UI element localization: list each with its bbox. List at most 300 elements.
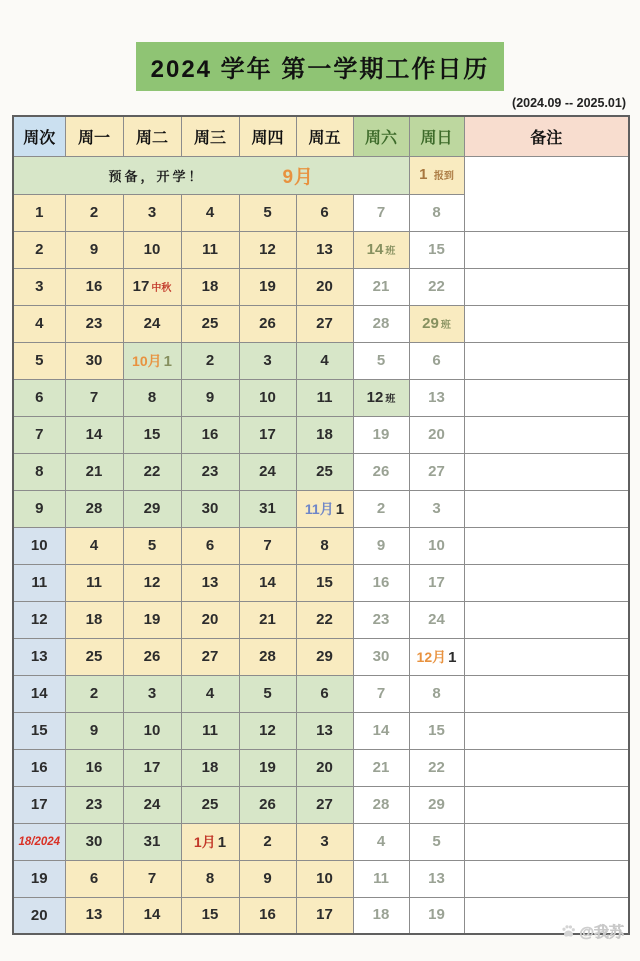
day-number: 28 xyxy=(372,314,390,332)
notes-cell xyxy=(464,527,629,564)
day-number: 31 xyxy=(143,832,161,850)
week-row-13 xyxy=(13,638,629,675)
day-cell xyxy=(353,268,409,305)
day-number: 11 xyxy=(373,869,389,887)
day-number: 30 xyxy=(85,832,103,850)
day-number: 8 xyxy=(432,203,441,221)
header-cell-5: 周四 xyxy=(239,116,296,156)
day-cell xyxy=(353,860,409,897)
day-number: 23 xyxy=(85,795,103,813)
day-cell xyxy=(181,786,239,823)
day-cell xyxy=(409,564,464,601)
day-number: 2 xyxy=(89,203,99,221)
day-number: 3 xyxy=(147,684,157,702)
day-number: 25 xyxy=(85,647,103,665)
week-number-cell: 15 xyxy=(13,712,65,749)
day-number: 12 xyxy=(259,721,276,739)
week-row-7 xyxy=(13,416,629,453)
day-number: 12 xyxy=(143,573,161,591)
week-number-cell: 16 xyxy=(13,749,65,786)
day-number: 20 xyxy=(201,610,219,628)
day-number: 10 xyxy=(143,240,161,258)
day-number: 12 xyxy=(259,240,276,258)
day-number: 22 xyxy=(316,610,333,628)
week-number-cell: 1 xyxy=(13,194,65,231)
day-number: 19 xyxy=(143,610,161,628)
day-number: 4 xyxy=(376,832,386,850)
day-number: 13 xyxy=(85,906,103,924)
day-cell xyxy=(409,527,464,564)
notes-cell xyxy=(464,416,629,453)
day-number: 19 xyxy=(259,758,276,776)
day-number: 29 xyxy=(143,499,161,517)
week-row-12 xyxy=(13,601,629,638)
day-number: 1 xyxy=(163,352,172,370)
week-number-cell: 9 xyxy=(13,490,65,527)
day-number: 13 xyxy=(316,240,333,258)
day-cell xyxy=(239,860,296,897)
day-cell xyxy=(239,527,296,564)
day-number: 13 xyxy=(428,388,445,406)
day-number: 16 xyxy=(201,425,219,443)
week-number-cell: 14 xyxy=(13,675,65,712)
day-cell xyxy=(239,749,296,786)
day-cell xyxy=(181,601,239,638)
week-row-4 xyxy=(13,305,629,342)
day-number: 9 xyxy=(376,536,386,554)
day-number: 17 xyxy=(316,906,333,924)
day-number: 14 xyxy=(143,906,161,924)
day-number: 22 xyxy=(143,462,161,480)
day-cell xyxy=(181,453,239,490)
day-number: 15 xyxy=(428,240,445,258)
notes-cell xyxy=(464,675,629,712)
day-cell xyxy=(65,231,123,268)
notes-cell xyxy=(464,712,629,749)
notes-cell xyxy=(464,860,629,897)
day-cell xyxy=(181,342,239,379)
day-cell xyxy=(239,194,296,231)
week-number-cell: 2 xyxy=(13,231,65,268)
notes-cell xyxy=(464,823,629,860)
day-number: 14 xyxy=(372,721,390,739)
day-number: 10 xyxy=(143,721,161,739)
day-cell xyxy=(296,379,353,416)
week-row-6 xyxy=(13,379,629,416)
day-cell xyxy=(181,379,239,416)
day-cell xyxy=(123,638,181,675)
day-number: 7 xyxy=(147,869,157,887)
notes-cell xyxy=(464,453,629,490)
day-cell xyxy=(123,712,181,749)
day-cell xyxy=(409,379,464,416)
day-tag: 中秋 xyxy=(151,282,172,294)
week-row-14 xyxy=(13,675,629,712)
day-number: 20 xyxy=(316,277,333,295)
day-number: 24 xyxy=(143,795,161,813)
day-number: 17 xyxy=(143,758,161,776)
day-cell xyxy=(181,416,239,453)
day-cell xyxy=(65,416,123,453)
day-cell xyxy=(296,231,353,268)
day-cell xyxy=(239,305,296,342)
day-cell xyxy=(181,749,239,786)
day-number: 25 xyxy=(316,462,333,480)
day-number: 3 xyxy=(432,499,441,517)
day-cell xyxy=(181,490,239,527)
day-cell xyxy=(181,860,239,897)
day-number: 7 xyxy=(376,203,386,221)
day-number: 28 xyxy=(85,499,103,517)
day-cell xyxy=(65,675,123,712)
day-cell xyxy=(123,194,181,231)
day-number: 15 xyxy=(143,425,161,443)
day-cell xyxy=(239,823,296,860)
day-tag: 班 xyxy=(385,393,396,405)
day-cell xyxy=(353,490,409,527)
day-number: 15 xyxy=(428,721,445,739)
day-number: 26 xyxy=(143,647,161,665)
week-number-cell: 3 xyxy=(13,268,65,305)
day-number: 6 xyxy=(320,203,329,221)
day-number: 11 xyxy=(316,388,333,406)
day-number: 23 xyxy=(372,610,390,628)
day-cell xyxy=(353,564,409,601)
day-cell xyxy=(123,786,181,823)
day-cell xyxy=(239,675,296,712)
day-cell xyxy=(181,231,239,268)
day-cell xyxy=(239,379,296,416)
week-row-9 xyxy=(13,490,629,527)
day-cell xyxy=(181,527,239,564)
day-number: 18 xyxy=(316,425,333,443)
day-cell xyxy=(123,231,181,268)
week-number-cell: 8 xyxy=(13,453,65,490)
day-number: 2 xyxy=(263,832,272,850)
day-cell xyxy=(123,453,181,490)
month-start-label: 1月 xyxy=(193,833,216,850)
day-cell xyxy=(65,749,123,786)
week-row-15 xyxy=(13,712,629,749)
header-cell-9: 备注 xyxy=(464,116,629,156)
day-cell xyxy=(239,342,296,379)
week-number-cell: 17 xyxy=(13,786,65,823)
day-number: 23 xyxy=(85,314,103,332)
day-cell xyxy=(181,564,239,601)
day-number: 27 xyxy=(316,314,333,332)
day-cell xyxy=(353,379,409,416)
day-cell xyxy=(296,823,353,860)
day-cell xyxy=(296,601,353,638)
header-cell-3: 周二 xyxy=(123,116,181,156)
day-cell xyxy=(123,305,181,342)
day-cell xyxy=(409,601,464,638)
day-cell xyxy=(123,416,181,453)
day-number: 4 xyxy=(320,351,329,369)
day-cell xyxy=(296,453,353,490)
day-number: 26 xyxy=(372,462,390,480)
month-start-label: 12月 xyxy=(416,648,447,665)
day-number: 10 xyxy=(259,388,276,406)
day-cell xyxy=(65,601,123,638)
day-number: 6 xyxy=(205,536,215,554)
day-number: 10 xyxy=(316,869,333,887)
day-cell xyxy=(123,379,181,416)
week-number-cell: 6 xyxy=(13,379,65,416)
week-row-8 xyxy=(13,453,629,490)
day-cell xyxy=(181,305,239,342)
day-number: 21 xyxy=(372,758,390,776)
day-number: 3 xyxy=(147,203,157,221)
day-number: 12 xyxy=(366,388,384,406)
day-number: 6 xyxy=(89,869,99,887)
day-cell xyxy=(296,786,353,823)
day-cell xyxy=(239,268,296,305)
week-row-18/2024 xyxy=(13,823,629,860)
day-number: 11 xyxy=(86,573,102,591)
day-cell xyxy=(296,897,353,934)
day-number: 13 xyxy=(316,721,333,739)
week-number-cell: 12 xyxy=(13,601,65,638)
day-cell xyxy=(123,897,181,934)
registration-day: 1 xyxy=(419,166,428,183)
september-banner xyxy=(13,156,409,194)
day-cell xyxy=(123,601,181,638)
header-cell-4: 周三 xyxy=(181,116,239,156)
day-number: 5 xyxy=(376,351,386,369)
day-cell xyxy=(123,527,181,564)
day-cell xyxy=(181,194,239,231)
week-row-20 xyxy=(13,897,629,934)
week-row-2 xyxy=(13,231,629,268)
day-cell xyxy=(65,490,123,527)
day-number: 24 xyxy=(143,314,161,332)
day-cell xyxy=(123,564,181,601)
paw-icon xyxy=(561,924,576,939)
day-cell xyxy=(353,675,409,712)
header-cell-8: 周日 xyxy=(409,116,464,156)
week-row-17 xyxy=(13,786,629,823)
day-number: 20 xyxy=(428,425,445,443)
day-number: 2 xyxy=(89,684,99,702)
day-number: 1 xyxy=(448,648,457,666)
day-cell xyxy=(65,379,123,416)
month-start-label: 11月 xyxy=(304,500,334,517)
day-number: 2 xyxy=(205,351,215,369)
date-range-subtitle: (2024.09 -- 2025.01) xyxy=(512,96,626,110)
week-number-cell: 4 xyxy=(13,305,65,342)
day-number: 7 xyxy=(89,388,99,406)
day-cell xyxy=(65,527,123,564)
day-cell xyxy=(296,490,353,527)
notes-cell xyxy=(464,638,629,675)
watermark xyxy=(561,921,624,942)
week-row-16 xyxy=(13,749,629,786)
day-cell xyxy=(409,638,464,675)
day-cell xyxy=(181,268,239,305)
day-number: 7 xyxy=(263,536,272,554)
day-cell xyxy=(409,823,464,860)
day-cell xyxy=(181,675,239,712)
day-cell xyxy=(296,712,353,749)
day-number: 7 xyxy=(376,684,386,702)
day-cell xyxy=(296,638,353,675)
day-number: 8 xyxy=(147,388,157,406)
day-cell xyxy=(353,601,409,638)
day-number: 24 xyxy=(259,462,276,480)
day-cell xyxy=(123,749,181,786)
day-cell xyxy=(353,194,409,231)
week-number-cell: 5 xyxy=(13,342,65,379)
notes-cell xyxy=(464,268,629,305)
notes-cell xyxy=(464,786,629,823)
day-cell xyxy=(239,601,296,638)
day-number: 8 xyxy=(432,684,441,702)
day-cell xyxy=(409,416,464,453)
day-cell xyxy=(409,786,464,823)
day-cell xyxy=(353,823,409,860)
calendar-body xyxy=(13,156,629,934)
day-number: 22 xyxy=(428,758,445,776)
day-number: 30 xyxy=(201,499,219,517)
day-number: 4 xyxy=(205,203,215,221)
day-cell xyxy=(296,268,353,305)
day-number: 11 xyxy=(202,240,218,258)
day-number: 18 xyxy=(372,906,390,924)
day-cell xyxy=(123,823,181,860)
day-number: 16 xyxy=(259,906,276,924)
day-number: 6 xyxy=(320,684,329,702)
week-number-cell: 13 xyxy=(13,638,65,675)
notes-cell xyxy=(464,342,629,379)
day-number: 16 xyxy=(372,573,390,591)
day-cell xyxy=(296,416,353,453)
day-number: 21 xyxy=(372,277,390,295)
day-cell xyxy=(239,786,296,823)
day-cell xyxy=(409,305,464,342)
week-row-11 xyxy=(13,564,629,601)
day-number: 27 xyxy=(428,462,445,480)
week-row-5 xyxy=(13,342,629,379)
day-number: 18 xyxy=(201,277,219,295)
day-cell xyxy=(409,194,464,231)
week-number-cell: 18/2024 xyxy=(13,823,65,860)
week-number-cell: 7 xyxy=(13,416,65,453)
day-cell xyxy=(409,231,464,268)
day-number: 3 xyxy=(320,832,329,850)
day-number: 18 xyxy=(85,610,103,628)
notes-cell xyxy=(464,601,629,638)
header-row xyxy=(13,116,629,156)
day-number: 14 xyxy=(85,425,103,443)
day-cell xyxy=(409,342,464,379)
day-number: 27 xyxy=(316,795,333,813)
day-cell xyxy=(296,194,353,231)
day-cell xyxy=(65,268,123,305)
day-cell xyxy=(239,416,296,453)
day-number: 11 xyxy=(202,721,218,739)
day-cell xyxy=(65,897,123,934)
week-number-cell: 11 xyxy=(13,564,65,601)
month-label-september: 9月 xyxy=(282,166,315,188)
day-number: 16 xyxy=(85,277,103,295)
header-cell-6: 周五 xyxy=(296,116,353,156)
day-tag: 班 xyxy=(385,245,396,257)
day-number: 26 xyxy=(259,795,276,813)
day-cell xyxy=(296,342,353,379)
day-number: 27 xyxy=(201,647,219,665)
day-number: 24 xyxy=(428,610,445,628)
day-number: 22 xyxy=(428,277,445,295)
week-number-cell: 10 xyxy=(13,527,65,564)
day-number: 5 xyxy=(147,536,157,554)
day-cell xyxy=(239,897,296,934)
day-number: 1 xyxy=(335,500,345,518)
day-number: 5 xyxy=(263,684,272,702)
day-number: 25 xyxy=(201,795,219,813)
day-cell xyxy=(409,749,464,786)
day-number: 23 xyxy=(201,462,219,480)
day-cell xyxy=(181,712,239,749)
day-cell xyxy=(181,638,239,675)
day-cell xyxy=(123,860,181,897)
day-cell xyxy=(65,860,123,897)
day-number: 4 xyxy=(89,536,99,554)
day-cell xyxy=(65,823,123,860)
day-cell xyxy=(409,268,464,305)
day-cell xyxy=(65,342,123,379)
week-number-cell: 19 xyxy=(13,860,65,897)
day-cell xyxy=(181,897,239,934)
day-number: 31 xyxy=(259,499,276,517)
day-cell xyxy=(296,860,353,897)
day-cell xyxy=(296,305,353,342)
day-cell xyxy=(123,675,181,712)
day-cell xyxy=(239,453,296,490)
day-cell xyxy=(353,712,409,749)
day-cell xyxy=(239,638,296,675)
day-cell xyxy=(239,490,296,527)
day-cell xyxy=(296,749,353,786)
day-number: 18 xyxy=(201,758,219,776)
day-number: 30 xyxy=(372,647,390,665)
day-number: 29 xyxy=(422,314,439,332)
day-cell xyxy=(65,564,123,601)
day-number: 17 xyxy=(428,573,445,591)
day-cell xyxy=(239,564,296,601)
title-wrap xyxy=(0,0,640,91)
registration-tag: 报到 xyxy=(433,171,454,182)
day-number: 5 xyxy=(263,203,272,221)
day-number: 2 xyxy=(376,499,386,517)
day-cell xyxy=(353,416,409,453)
day-number: 17 xyxy=(259,425,276,443)
day-cell xyxy=(353,897,409,934)
day-cell xyxy=(353,231,409,268)
day-cell xyxy=(409,675,464,712)
day-number: 25 xyxy=(201,314,219,332)
day-number: 28 xyxy=(372,795,390,813)
day-number: 8 xyxy=(320,536,329,554)
day-number: 16 xyxy=(85,758,103,776)
notes-cell xyxy=(464,156,629,231)
day-number: 13 xyxy=(201,573,219,591)
day-cell xyxy=(65,194,123,231)
notes-cell xyxy=(464,379,629,416)
day-number: 29 xyxy=(316,647,333,665)
day-number: 10 xyxy=(428,536,445,554)
calendar-table xyxy=(12,115,630,935)
